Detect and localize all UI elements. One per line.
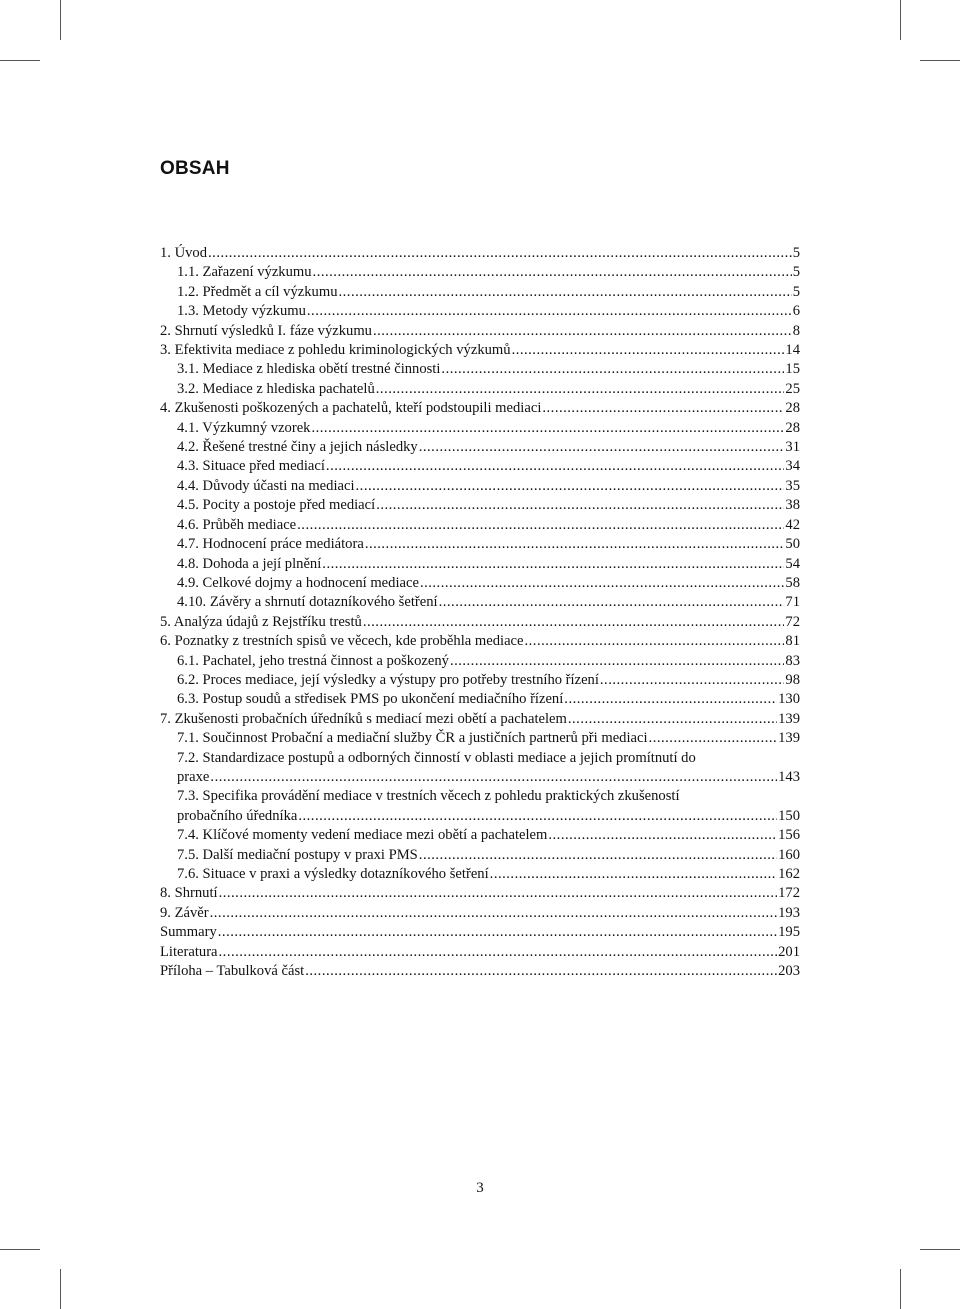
toc-entry-row [177, 360, 800, 379]
toc-entry-row [177, 477, 800, 496]
toc-entry-label: Summary [160, 924, 217, 941]
toc-leader-dots [297, 516, 784, 535]
page-title: OBSAH [160, 158, 230, 179]
toc-entry-page: 81 [785, 633, 800, 650]
toc-leader-dots [339, 283, 792, 302]
toc-entry[interactable] [160, 322, 800, 341]
toc-entry-row [177, 419, 800, 438]
toc-entry[interactable] [160, 341, 800, 360]
toc-entry[interactable] [160, 438, 800, 457]
toc-entry-label: 4.9. Celkové dojmy a hodnocení mediace [177, 574, 419, 591]
toc-leader-dots [649, 729, 778, 748]
crop-mark-top-left-h [0, 60, 40, 61]
toc-entry-label: Literatura [160, 943, 218, 960]
toc-entry-page: 25 [785, 380, 800, 397]
toc-leader-dots [419, 438, 785, 457]
toc-entry-row [177, 457, 800, 476]
toc-entry[interactable] [160, 593, 800, 612]
toc-entry-label: 7.5. Další mediační postupy v praxi PMS [177, 846, 418, 863]
toc-entry-label: 4.4. Důvody účasti na mediaci [177, 477, 355, 494]
toc-entry-page: 203 [778, 963, 800, 980]
toc-entry[interactable] [160, 263, 800, 282]
toc-entry-row [160, 613, 800, 632]
toc-leader-dots [208, 244, 792, 263]
toc-leader-dots [322, 555, 784, 574]
toc-entry-label-line: 7.3. Specifika provádění mediace v trestních věcech z pohledu praktických zkušeností [177, 788, 680, 805]
toc-leader-dots [313, 263, 792, 282]
toc-entry-label: 9. Závěr [160, 904, 209, 921]
toc-entry-page: 195 [778, 924, 800, 941]
toc-entry-row [160, 244, 800, 263]
toc-leader-dots [450, 652, 784, 671]
toc-entry-row [160, 341, 800, 360]
toc-entry-label-line: 7.2. Standardizace postupů a odborných činností v oblasti mediace a jejich promítnutí do [177, 749, 696, 766]
toc-entry-page: 35 [785, 477, 800, 494]
toc-entry-label: 6.2. Proces mediace, její výsledky a výstupy pro potřeby trestního řízení [177, 671, 599, 688]
toc-entry-page: 98 [785, 671, 800, 688]
toc-entry-page: 5 [792, 245, 800, 261]
toc-entry-label: 1.2. Předmět a cíl výzkumu [177, 283, 338, 300]
toc-entry-label: 4.8. Dohoda a její plnění [177, 555, 322, 572]
toc-entry-row [177, 535, 800, 554]
toc-entry-page: 58 [785, 574, 800, 591]
toc-entry-page: 150 [778, 807, 800, 824]
toc-entry-row [177, 729, 800, 748]
toc-leader-dots [305, 962, 777, 981]
toc-entry-row [177, 283, 800, 302]
toc-entry-page: 5 [792, 264, 800, 281]
toc-entry-label: 4.5. Pocity a postoje před mediací [177, 497, 376, 514]
toc-entry-label: 3. Efektivita mediace z pohledu kriminologických výzkumů [160, 342, 511, 359]
toc-entry[interactable] [160, 477, 800, 496]
toc-entry-row [160, 632, 800, 651]
toc-entry-page: 83 [785, 652, 800, 669]
toc-leader-dots [365, 535, 785, 554]
table-of-contents [160, 244, 800, 981]
toc-entry[interactable] [160, 302, 800, 321]
crop-mark-top-left [60, 0, 61, 40]
toc-entry-row [177, 302, 800, 321]
toc-leader-dots [376, 496, 784, 515]
toc-entry[interactable] [160, 652, 800, 671]
toc-entry-page: 139 [778, 710, 800, 727]
toc-entry-row [160, 943, 800, 962]
toc-entry-page: 143 [778, 768, 800, 785]
toc-entry-label: 7.6. Situace v praxi a výsledky dotazníkového šetření [177, 866, 489, 882]
toc-leader-dots [441, 360, 784, 379]
toc-entry-row [160, 962, 800, 981]
toc-leader-dots [210, 768, 777, 787]
toc-entry-label: praxe [177, 768, 210, 785]
toc-entry-label: 4.3. Situace před mediací [177, 458, 325, 475]
toc-leader-dots [490, 865, 777, 884]
toc-entry[interactable] [160, 884, 800, 903]
toc-leader-dots [439, 593, 785, 612]
toc-entry-page: 156 [778, 827, 800, 844]
toc-leader-dots [219, 884, 778, 903]
toc-entry-page: 15 [785, 361, 800, 378]
toc-entry-row [177, 438, 800, 457]
toc-entry[interactable] [160, 574, 800, 593]
crop-mark-top-right-h [920, 60, 960, 61]
toc-entry-row [177, 555, 800, 574]
toc-entry-row [177, 768, 800, 787]
toc-entry-row [160, 884, 800, 903]
toc-entry-label: 5. Analýza údajů z Rejstříku trestů [160, 613, 362, 630]
toc-entry[interactable] [160, 419, 800, 438]
toc-entry-label: 4.1. Výzkumný vzorek [177, 419, 311, 436]
toc-entry-page: 193 [778, 904, 800, 921]
toc-entry-row [177, 593, 800, 612]
toc-entry[interactable] [160, 283, 800, 302]
toc-entry[interactable] [160, 787, 800, 826]
toc-entry-page: 8 [792, 322, 800, 339]
toc-entry[interactable] [160, 399, 800, 418]
toc-entry-row [177, 846, 800, 865]
toc-entry-label: 6.3. Postup soudů a středisek PMS po ukončení mediačního řízení [177, 691, 564, 708]
toc-entry-page: 31 [785, 439, 800, 456]
toc-entry-page: 5 [792, 283, 800, 300]
toc-leader-dots [298, 807, 777, 826]
toc-entry-label: 8. Shrnutí [160, 885, 218, 902]
toc-entry[interactable] [160, 457, 800, 476]
toc-entry[interactable] [160, 380, 800, 399]
page-number: 3 [476, 1180, 484, 1196]
toc-leader-dots [525, 632, 785, 651]
toc-leader-dots [419, 846, 777, 865]
toc-entry-label: 4.2. Řešené trestné činy a jejich následky [177, 439, 418, 456]
toc-entry-label: 7. Zkušenosti probačních úředníků s mediací mezi obětí a pachatelem [160, 710, 567, 727]
toc-entry[interactable] [160, 671, 800, 690]
toc-entry-row [177, 380, 800, 399]
toc-entry[interactable] [160, 496, 800, 515]
toc-entry-row [160, 322, 800, 341]
toc-entry-page: 34 [785, 458, 800, 475]
toc-entry[interactable] [160, 535, 800, 554]
toc-leader-dots [376, 380, 785, 399]
toc-entry[interactable] [160, 729, 800, 748]
toc-entry-row [177, 496, 800, 515]
toc-leader-dots [548, 826, 777, 845]
crop-mark-top-right [900, 0, 901, 40]
toc-entry-row [160, 399, 800, 418]
toc-entry-page: 139 [778, 730, 800, 747]
toc-entry-label: 4. Zkušenosti poškozených a pachatelů, kteří podstoupili mediaci [160, 400, 542, 417]
toc-entry[interactable] [160, 749, 800, 788]
crop-mark-bottom-right [900, 1269, 901, 1309]
toc-entry-label: 7.4. Klíčové momenty vedení mediace mezi obětí a pachatelem [177, 827, 548, 844]
toc-entry-row [177, 574, 800, 593]
toc-entry-row [177, 690, 800, 709]
toc-leader-dots [564, 690, 777, 709]
toc-entry-label: 6. Poznatky z trestních spisů ve věcech, kde proběhla mediace [160, 633, 524, 650]
toc-entry-label: probačního úředníka [177, 807, 298, 824]
toc-entry[interactable] [160, 846, 800, 865]
toc-entry[interactable] [160, 632, 800, 651]
crop-mark-bottom-left [60, 1269, 61, 1309]
toc-entry-label: 3.1. Mediace z hlediska obětí trestné činnosti [177, 361, 441, 378]
toc-entry[interactable] [160, 360, 800, 379]
toc-entry-row [160, 904, 800, 923]
toc-entry-page: 54 [785, 555, 800, 572]
toc-entry-row [177, 652, 800, 671]
toc-leader-dots [542, 399, 784, 418]
toc-leader-dots [218, 923, 777, 942]
toc-entry-label: 4.7. Hodnocení práce mediátora [177, 536, 364, 553]
toc-entry[interactable] [160, 710, 800, 729]
toc-entry[interactable] [160, 244, 800, 263]
toc-leader-dots [210, 904, 777, 923]
toc-entry-page: 38 [785, 497, 800, 514]
toc-leader-dots [568, 710, 777, 729]
toc-entry-page: 160 [778, 846, 800, 863]
toc-entry-row [177, 865, 800, 884]
toc-entry-page: 71 [785, 594, 800, 611]
toc-entry-page: 130 [778, 691, 800, 708]
toc-entry-label: Příloha – Tabulková část [160, 963, 305, 980]
toc-entry[interactable] [160, 962, 800, 981]
toc-entry[interactable] [160, 865, 800, 884]
toc-entry[interactable] [160, 613, 800, 632]
toc-entry-page: 28 [785, 419, 800, 436]
toc-entry-page: 201 [778, 943, 800, 960]
toc-entry-label: 4.6. Průběh mediace [177, 516, 297, 533]
toc-entry[interactable] [160, 555, 800, 574]
toc-leader-dots [311, 419, 784, 438]
toc-entry-row [177, 826, 800, 845]
toc-entry[interactable] [160, 923, 800, 942]
toc-leader-dots [512, 341, 785, 360]
toc-leader-dots [307, 302, 792, 321]
toc-leader-dots [219, 943, 778, 962]
toc-entry-label: 7.1. Součinnost Probační a mediační služby ČR a justičních partnerů při mediaci [177, 730, 648, 747]
toc-entry-label: 1. Úvod [160, 245, 208, 261]
toc-entry-page: 72 [785, 613, 800, 630]
crop-mark-bottom-left-h [0, 1249, 40, 1250]
toc-entry-label: 3.2. Mediace z hlediska pachatelů [177, 380, 375, 397]
toc-leader-dots [363, 613, 785, 632]
toc-entry-page: 172 [778, 885, 800, 902]
toc-entry-label: 4.10. Závěry a shrnutí dotazníkového šetření [177, 594, 438, 611]
toc-entry[interactable] [160, 690, 800, 709]
toc-entry-page: 162 [778, 866, 800, 882]
toc-leader-dots [356, 477, 785, 496]
toc-entry-page: 14 [785, 342, 800, 359]
toc-entry-row [177, 671, 800, 690]
toc-leader-dots [373, 322, 792, 341]
toc-entry[interactable] [160, 943, 800, 962]
toc-entry-page: 28 [785, 400, 800, 417]
toc-entry-row [177, 263, 800, 282]
toc-entry-row [177, 807, 800, 826]
toc-entry-row [160, 923, 800, 942]
toc-entry-row [177, 516, 800, 535]
toc-entry-page: 42 [785, 516, 800, 533]
toc-entry[interactable] [160, 516, 800, 535]
toc-entry[interactable] [160, 904, 800, 923]
toc-leader-dots [600, 671, 785, 690]
toc-entry-label: 1.3. Metody výzkumu [177, 303, 306, 320]
toc-leader-dots [420, 574, 784, 593]
toc-entry-label: 2. Shrnutí výsledků I. fáze výzkumu [160, 322, 372, 339]
crop-mark-bottom-right-h [920, 1249, 960, 1250]
toc-entry-row [160, 710, 800, 729]
toc-entry-label: 6.1. Pachatel, jeho trestná činnost a poškozený [177, 652, 449, 669]
toc-leader-dots [326, 457, 784, 476]
toc-entry-page: 50 [785, 536, 800, 553]
toc-entry-page: 6 [792, 303, 800, 320]
toc-entry[interactable] [160, 826, 800, 845]
toc-entry-label: 1.1. Zařazení výzkumu [177, 264, 312, 281]
